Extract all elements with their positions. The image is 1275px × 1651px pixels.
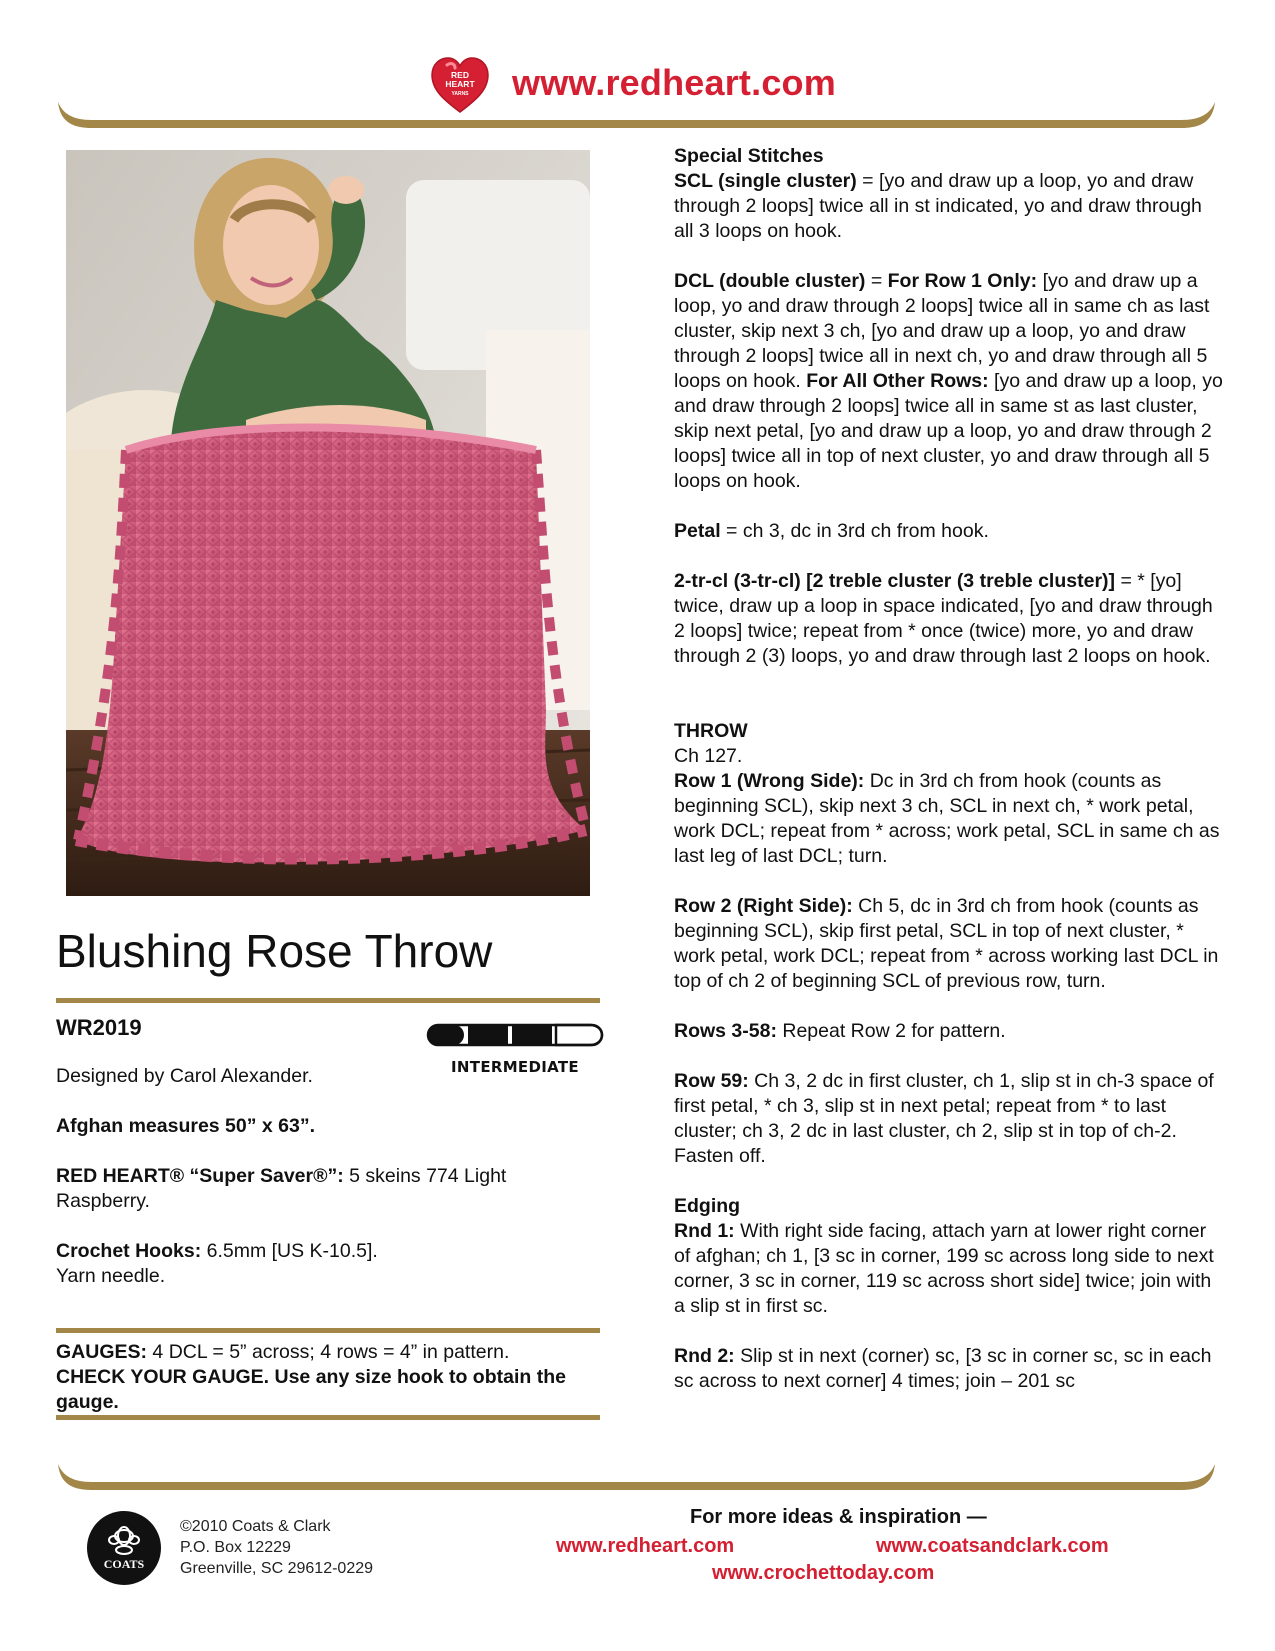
footer-link-redheart[interactable]: www.redheart.com [556, 1535, 735, 1557]
skill-level-label: INTERMEDIATE [451, 1058, 579, 1076]
gauge-block: GAUGES: 4 DCL = 5” across; 4 rows = 4” in pattern. CHECK YOUR GAUGE. Use any size hook to obtain the gauge. [56, 1341, 566, 1413]
coats-logo-text: COATS [103, 1557, 145, 1571]
skill-bar-2 [468, 1025, 508, 1045]
rnd-2: Rnd 2: Slip st in next (corner) sc, [3 sc in corner sc, sc in each sc across to next corner] 4 times; join – 201 sc [674, 1345, 1212, 1392]
yarn-line: RED HEART® “Super Saver®”: 5 skeins 774 Light Raspberry. [56, 1165, 507, 1212]
more-ideas-heading: For more ideas & inspiration — [690, 1506, 987, 1528]
special-stitches: Special Stitches SCL (single cluster) = [yo and draw up a loop, yo and draw through 2 loops] twice all in st indicated, yo and draw through all 3 loops on hook. [674, 145, 1202, 242]
coats-logo [86, 1510, 162, 1586]
instructions-column [674, 144, 1224, 1419]
logo-text-yarns: YARNS [451, 91, 469, 97]
row-59: Row 59: Ch 3, 2 dc in first cluster, ch 1, slip st in ch-3 space of first petal, * ch 3, slip st in next petal; repeat from * to last cluster; ch 3, 2 dc in last cluster, ch 2, slip st in top of ch-2. Fasten off. [674, 1070, 1214, 1167]
po-box: P.O. Box 12229 [180, 1539, 291, 1556]
gauge-bottom-rule [56, 1415, 600, 1420]
skill-bar-3 [512, 1025, 552, 1045]
footer-link-crochettoday[interactable]: www.crochettoday.com [712, 1562, 935, 1584]
footer-address [180, 1516, 373, 1579]
pattern-code: WR2019 [56, 1015, 142, 1040]
edging-section: Edging Rnd 1: With right side facing, attach yarn at lower right corner of afghan; ch 1, [3 sc in corner, 199 sc across long side to next corner, 3 sc in corner, 119 sc across short side] twice; join with a slip st in first sc. [674, 1195, 1214, 1317]
hooks-line: Crochet Hooks: 6.5mm [US K-10.5]. Yarn needle. [56, 1240, 378, 1287]
copyright: ©2010 Coats & Clark [180, 1518, 331, 1535]
designer-line: Designed by Carol Alexander. [56, 1065, 313, 1087]
title-rule [56, 998, 600, 1003]
gauge-top-rule [56, 1328, 600, 1333]
footer-link-coatsandclark[interactable]: www.coatsandclark.com [876, 1535, 1109, 1557]
treble-cluster-definition: 2-tr-cl (3-tr-cl) [2 treble cluster (3 treble cluster)] = * [yo] twice, draw up a loop in space indicated, [yo and draw through 2 loops] twice; repeat from * once (twice) more, yo and draw through 2 (3) loops, yo and draw through last 2 loops on hook. [674, 570, 1213, 667]
rows-3-58: Rows 3-58: Repeat Row 2 for pattern. [674, 1020, 1006, 1042]
materials-block [56, 1064, 596, 1314]
petal-definition: Petal = ch 3, dc in 3rd ch from hook. [674, 520, 989, 542]
throw-section: THROW Ch 127. Row 1 (Wrong Side): Dc in 3rd ch from hook (counts as beginning SCL), skip next 3 ch, SCL in next ch, * work petal, work DCL; repeat from * across; work petal, SCL in same ch as last leg of last DCL; turn. [674, 720, 1220, 867]
gauge-check: CHECK YOUR GAUGE. Use any size hook to obtain the gauge. [56, 1366, 566, 1413]
skill-level-bars [426, 1023, 604, 1049]
logo-text-red: RED [451, 70, 469, 80]
skill-bar-4 [556, 1025, 602, 1045]
measures-line: Afghan measures 50” x 63”. [56, 1115, 316, 1137]
city: Greenville, SC 29612-0229 [180, 1560, 374, 1577]
row-2: Row 2 (Right Side): Ch 5, dc in 3rd ch from hook (counts as beginning SCL), skip first petal, SCL in top of next cluster, * work petal, work DCL; repeat from * across working last DCL in top of ch 2 of beginning SCL of previous row, turn. [674, 895, 1219, 992]
product-photo [66, 150, 590, 896]
page-title: Blushing Rose Throw [56, 925, 493, 977]
header-gold-rule [58, 100, 1215, 134]
header-site-url[interactable]: www.redheart.com [512, 62, 836, 103]
dcl-definition: DCL (double cluster) = For Row 1 Only: [yo and draw up a loop, yo and draw through 2 loops] twice all in same ch as last cluster, skip next 3 ch, [yo and draw up a loop, yo and draw through 2 loops] twice all in next ch, yo and draw through all 5 loops on hook. For All Other Rows: [yo and draw up a loop, yo and draw through 2 loops] twice all in same st as last cluster, skip next petal, [yo and draw up a loop, yo and draw through 2 loops] twice all in top of next cluster, yo and draw through all 5 loops on hook. [674, 270, 1223, 492]
skill-bar-1 [428, 1025, 464, 1045]
footer-gold-rule [58, 1462, 1215, 1496]
logo-text-heart: HEART [445, 79, 475, 89]
